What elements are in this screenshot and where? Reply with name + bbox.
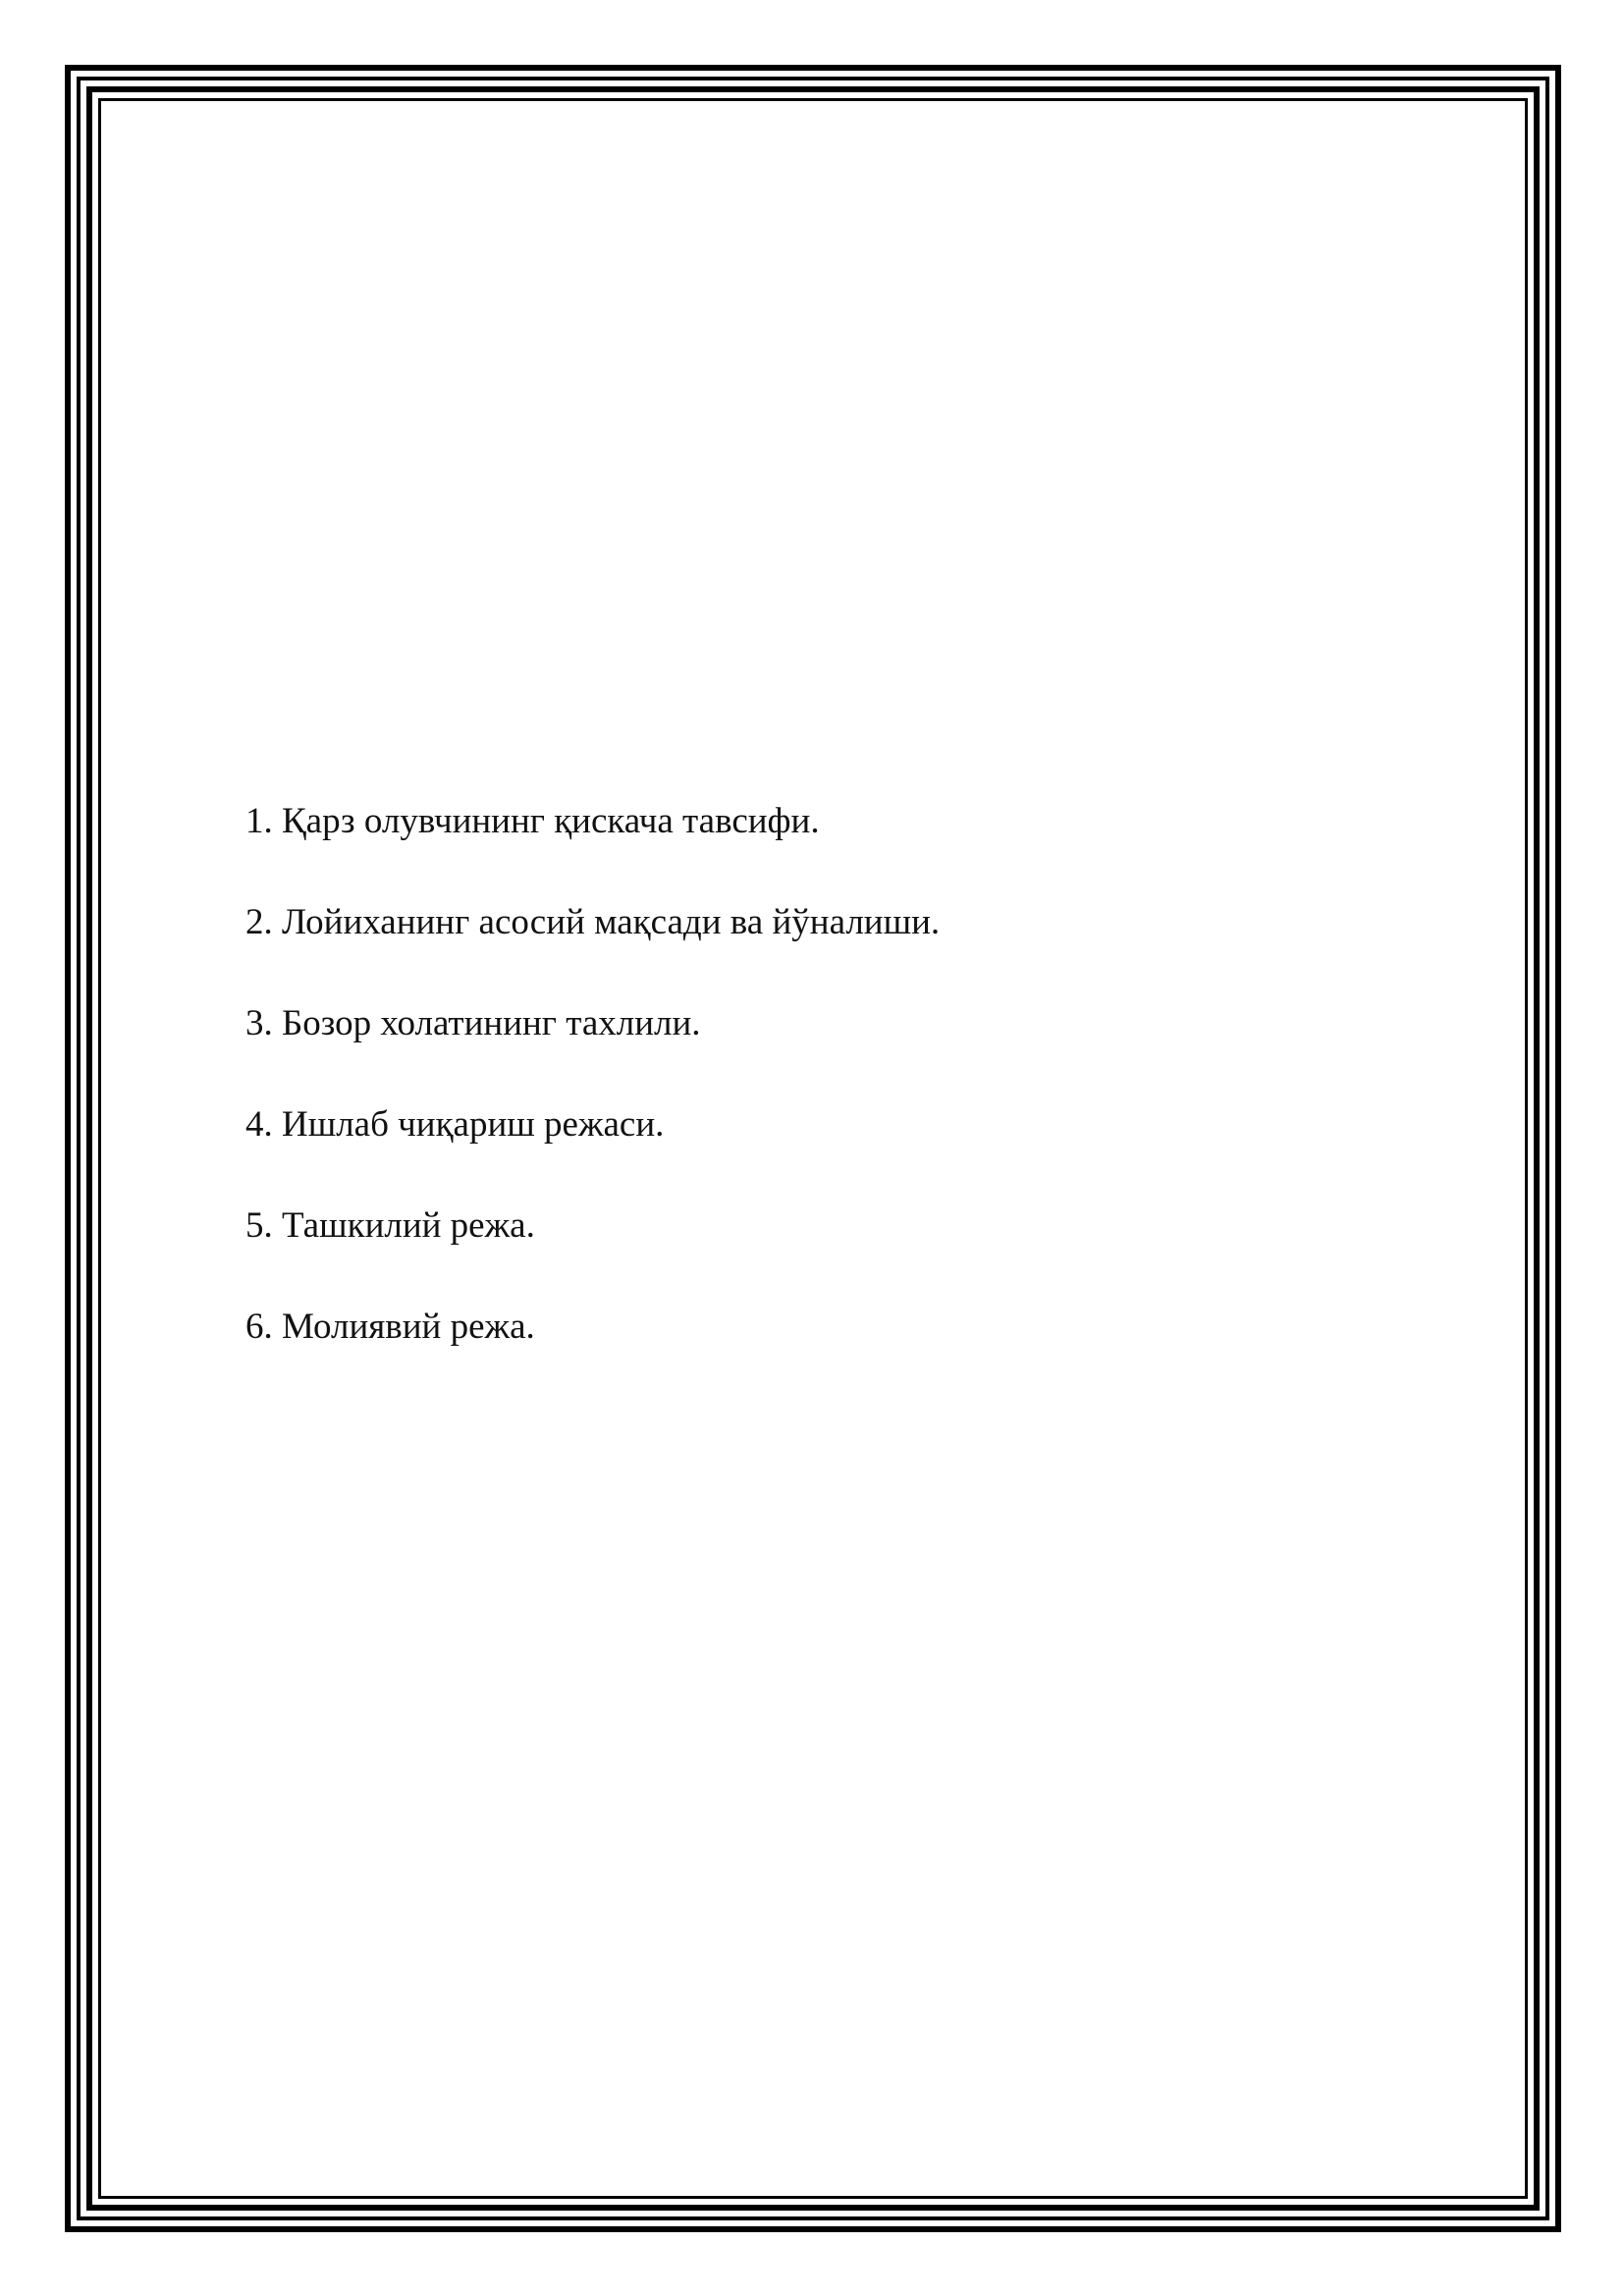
toc-item-6: 6. Молиявий режа. xyxy=(245,1307,535,1347)
toc-item-5: 5. Ташкилий режа. xyxy=(245,1205,535,1246)
toc-item-3: 3. Бозор холатининг тахлили. xyxy=(245,1003,701,1043)
toc-item-1: 1. Қарз олувчининг қискача тавсифи. xyxy=(245,801,820,841)
toc-item-2: 2. Лойиханинг асосий мақсади ва йўналиши. xyxy=(245,902,941,942)
toc-item-4: 4. Ишлаб чиқариш режаси. xyxy=(245,1104,665,1145)
table-of-contents xyxy=(245,800,1424,1407)
